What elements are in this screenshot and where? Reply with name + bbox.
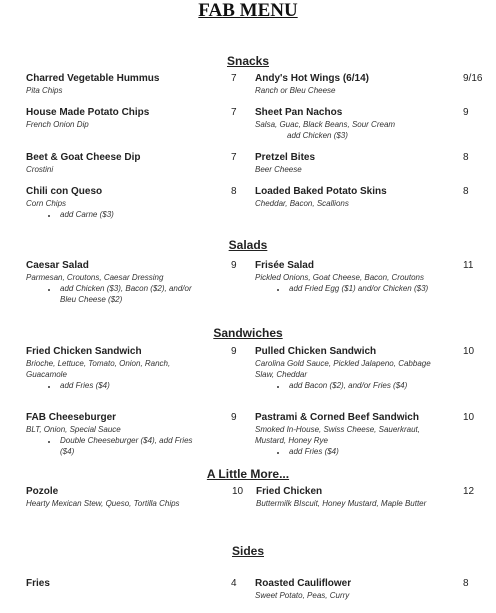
item-name: Caesar Salad — [26, 260, 89, 271]
item-description: Brioche, Lettuce, Tomato, Onion, Ranch, Guacamole — [26, 359, 171, 379]
item-price: 7 — [231, 73, 237, 84]
item-price: 8 — [463, 578, 469, 589]
menu-item-fries — [26, 578, 216, 590]
item-price: 10 — [463, 346, 475, 357]
menu-item-frisee — [255, 260, 445, 294]
item-name: FAB Cheeseburger — [26, 412, 117, 423]
menu-item-roasted-cauliflower — [255, 578, 445, 601]
menu-item-beet-dip — [26, 152, 216, 175]
item-addon: • add Fried Egg ($1) and/or Chicken ($3) — [287, 283, 445, 294]
item-addon: add Chicken ($3) — [287, 131, 348, 140]
item-description: Parmesan, Croutons, Caesar Dressing — [26, 273, 164, 282]
item-addon: • add Fries ($4) — [287, 446, 445, 457]
item-name: Loaded Baked Potato Skins — [255, 186, 387, 197]
item-name: Chili con Queso — [26, 186, 103, 197]
addon-list — [255, 446, 445, 457]
item-name: Pretzel Bites — [255, 152, 316, 163]
item-price: 10 — [232, 486, 244, 497]
item-price: 9 — [231, 260, 237, 271]
item-description: Smoked In-House, Swiss Cheese, Sauerkraut, Mustard, Honey Rye — [255, 425, 420, 445]
item-description: Salsa, Guac, Black Beans, Sour Cream — [255, 120, 396, 129]
item-name: House Made Potato Chips — [26, 107, 150, 118]
item-price: 12 — [463, 486, 475, 497]
item-name: Pulled Chicken Sandwich — [255, 346, 377, 357]
section-heading-sides: Sides — [231, 544, 264, 558]
menu-item-pozole — [26, 486, 216, 509]
menu-item-potato-skins — [255, 186, 445, 209]
item-name: Andy's Hot Wings (6/14) — [255, 73, 369, 84]
item-price: 9 — [231, 412, 237, 423]
addon-list — [26, 209, 216, 220]
addon-list — [26, 380, 216, 391]
menu-item-wings — [255, 73, 445, 96]
item-price: 11 — [463, 260, 474, 271]
item-description: Pickled Onions, Goat Cheese, Bacon, Croutons — [255, 273, 424, 282]
item-description: Buttermilk BIscuit, Honey Mustard, Maple Butter — [256, 499, 427, 508]
item-description: Ranch or Bleu Cheese — [255, 86, 336, 95]
item-description: Cheddar, Bacon, Scallions — [255, 199, 349, 208]
item-description: Hearty Mexican Stew, Queso, Tortilla Chips — [26, 499, 180, 508]
item-name: Fried Chicken Sandwich — [26, 346, 142, 357]
menu-item-pretzel — [255, 152, 445, 175]
addon-list — [26, 435, 198, 457]
section-heading-a-little-more: A Little More... — [206, 467, 290, 481]
item-name: Beet & Goat Cheese Dip — [26, 152, 141, 163]
item-description: Corn Chips — [26, 199, 67, 208]
section-heading-salads: Salads — [228, 238, 268, 252]
item-price: 8 — [231, 186, 237, 197]
item-price: 10 — [463, 412, 475, 423]
menu-item-nachos — [255, 107, 445, 141]
menu-item-hummus — [26, 73, 216, 96]
item-description: Pita Chips — [26, 86, 63, 95]
item-description: French Onion Dip — [26, 120, 89, 129]
item-name: Charred Vegetable Hummus — [26, 73, 160, 84]
addon-list — [26, 283, 208, 305]
addon-list — [255, 380, 445, 391]
item-price: 7 — [231, 152, 237, 163]
item-addon: • add Chicken ($3), Bacon ($2), and/or Bleu Cheese ($2) — [58, 283, 208, 305]
menu-item-pulled-chicken-sandwich — [255, 346, 445, 391]
item-addon: • Double Cheeseburger ($4), add Fries ($4) — [58, 435, 198, 457]
item-name: Pastrami & Corned Beef Sandwich — [255, 412, 419, 423]
section-heading-snacks: Snacks — [226, 54, 270, 68]
menu-item-fried-chicken-sandwich — [26, 346, 216, 391]
section-heading-sandwiches: Sandwiches — [213, 326, 283, 340]
menu-title: FAB MENU — [198, 0, 298, 21]
item-name: Frisée Salad — [255, 260, 314, 271]
menu-item-chips — [26, 107, 216, 130]
item-description: Sweet Potato, Peas, Curry — [255, 591, 350, 600]
item-name: Roasted Cauliflower — [255, 578, 352, 589]
item-price: 8 — [463, 152, 469, 163]
item-name: Pozole — [26, 486, 59, 497]
item-addon: • add Fries ($4) — [58, 380, 216, 391]
item-description: BLT, Onion, Special Sauce — [26, 425, 121, 434]
addon-list — [255, 283, 445, 294]
item-name: Fries — [26, 578, 50, 589]
item-description: Beer Cheese — [255, 165, 302, 174]
menu-item-fried-chicken — [256, 486, 446, 509]
item-addon: • add Bacon ($2), and/or Fries ($4) — [287, 380, 445, 391]
item-price: 7 — [231, 107, 237, 118]
item-price: 4 — [231, 578, 237, 589]
menu-item-pastrami-sandwich — [255, 412, 445, 457]
menu-item-fab-cheeseburger — [26, 412, 216, 457]
item-name: Sheet Pan Nachos — [255, 107, 343, 118]
menu-item-caesar — [26, 260, 216, 305]
item-price: 9/16 — [463, 73, 483, 84]
item-description: Carolina Gold Sauce, Pickled Jalapeno, Cabbage Slaw, Cheddar — [255, 359, 431, 379]
menu-item-queso — [26, 186, 216, 220]
item-description: Crostini — [26, 165, 54, 174]
item-name: Fried Chicken — [256, 486, 323, 497]
item-price: 9 — [231, 346, 237, 357]
item-price: 9 — [463, 107, 469, 118]
item-price: 8 — [463, 186, 469, 197]
item-addon: • add Carne ($3) — [58, 209, 216, 220]
